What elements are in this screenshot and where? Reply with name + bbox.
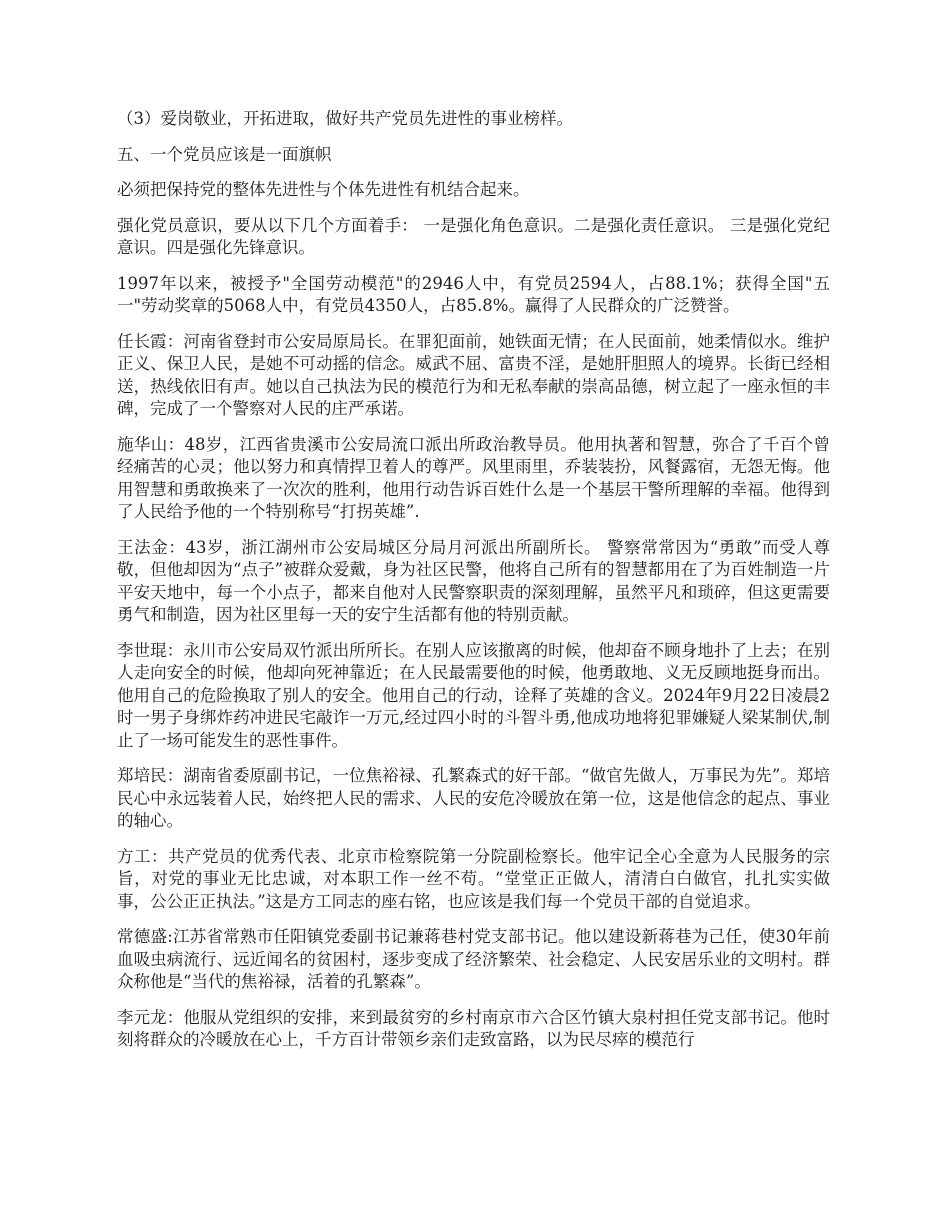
profile-chang-desheng: 常德盛:江苏省常熟市任阳镇党委副书记兼蒋巷村党支部书记。他以建设新蒋巷为己任，使30年前血吸虫病流行、远近闻名的贫困村，逐步变成了经济繁荣、社会稳定、人民安居乐业的文明村。群众称他是“当代的焦裕禄，活着的孔繁森”。	[117, 927, 830, 991]
paragraph-item-3: 强化党员意识，要从以下几个方面着手： 一是强化角色意识。二是强化责任意识。 三是强化党纪意识。四是强化先锋意识。	[117, 215, 830, 257]
document-body	[117, 108, 830, 1065]
profile-wang-fajin: 王法金：43岁，浙江湖州市公安局城区分局月河派出所副所长。 警察常常因为“勇敢”而受人尊敬，但他却因为“点子”被群众爱戴，身为社区民警，他将自己所有的智慧都用在了为百姓制造一片平安天地中，每一个小点子，都来自他对人民警察职责的深刻理解，虽然平凡和琐碎，但这更需要勇气和制造，因为社区里每一天的安宁生活都有他的特别贡献。	[117, 537, 830, 624]
paragraph-item-2: 必须把保持党的整体先进性与个体先进性有机结合起来。	[117, 180, 530, 199]
section-heading: 五、一个党员应该是一面旗帜	[117, 144, 332, 164]
profile-li-yuanlong: 李元龙：他服从党组织的安排，来到最贫穷的乡村南京市六合区竹镇大泉村担任党支部书记。他时刻将群众的冷暖放在心上，千方百计带领乡亲们走致富路，以为民尽瘁的模范行	[117, 1007, 830, 1049]
profile-ren-changxia: 任长霞：河南省登封市公安局原局长。在罪犯面前，她铁面无情；在人民面前，她柔情似水。维护正义、保卫人民，是她不可动摇的信念。威武不屈、富贵不淫，是她肝胆照人的境界。长街已经相送，热线依旧有声。她以自己执法为民的模范行为和无私奉献的崇高品德，树立起了一座永恒的丰碑，完成了一个警察对人民的庄严承诺。	[117, 331, 830, 418]
paragraph-item-4: 1997年以来，被授予"全国劳动模范"的2946人中，有党员2594人，占88.1%；获得全国"五一"劳动奖章的5068人中，有党员4350人，占85.8%。赢得了人民群众的广泛赞誉。	[117, 273, 830, 315]
paragraph-item-1: （3）爱岗敬业，开拓进取，做好共产党员先进性的事业榜样。	[117, 109, 573, 128]
profile-li-shikun: 李世琨：永川市公安局双竹派出所所长。在别人应该撤离的时候，他却奋不顾身地扑了上去；在别人走向安全的时候，他却向死神靠近；在人民最需要他的时候，他勇敢地、义无反顾地挺身而出。他用自己的危险换取了别人的安全。他用自己的行动，诠释了英雄的含义。2024年9月22日凌晨2时一男子身绑炸药冲进民宅敲诈一万元,经过四小时的斗智斗勇,他成功地将犯罪嫌疑人梁某制伏,制止了一场可能发生的恶性事件。	[117, 640, 830, 750]
profile-zheng-peimin: 郑培民：湖南省委原副书记，一位焦裕禄、孔繁森式的好干部。“做官先做人，万事民为先”。郑培民心中永远装着人民，始终把人民的需求、人民的安危冷暖放在第一位，这是他信念的起点、事业的轴心。	[117, 766, 830, 830]
profile-fang-gong: 方工：共产党员的优秀代表、北京市检察院第一分院副检察长。他牢记全心全意为人民服务的宗旨，对党的事业无比忠诚，对本职工作一丝不苟。“堂堂正正做人，清清白白做官，扎扎实实做事，公公正正执法。”这是方工同志的座右铭，也应该是我们每一个党员干部的自觉追求。	[117, 846, 830, 911]
profile-shi-huashan: 施华山：48岁，江西省贵溪市公安局流口派出所政治教导员。他用执著和智慧，弥合了千百个曾经痛苦的心灵；他以努力和真情捍卫着人的尊严。风里雨里，乔装装扮，风餐露宿，无怨无悔。他用智慧和勇敢换来了一次次的胜利，他用行动告诉百姓什么是一个基层干警所理解的幸福。他得到了人民给予他的一个特别称号“打拐英雄”.	[117, 434, 830, 521]
